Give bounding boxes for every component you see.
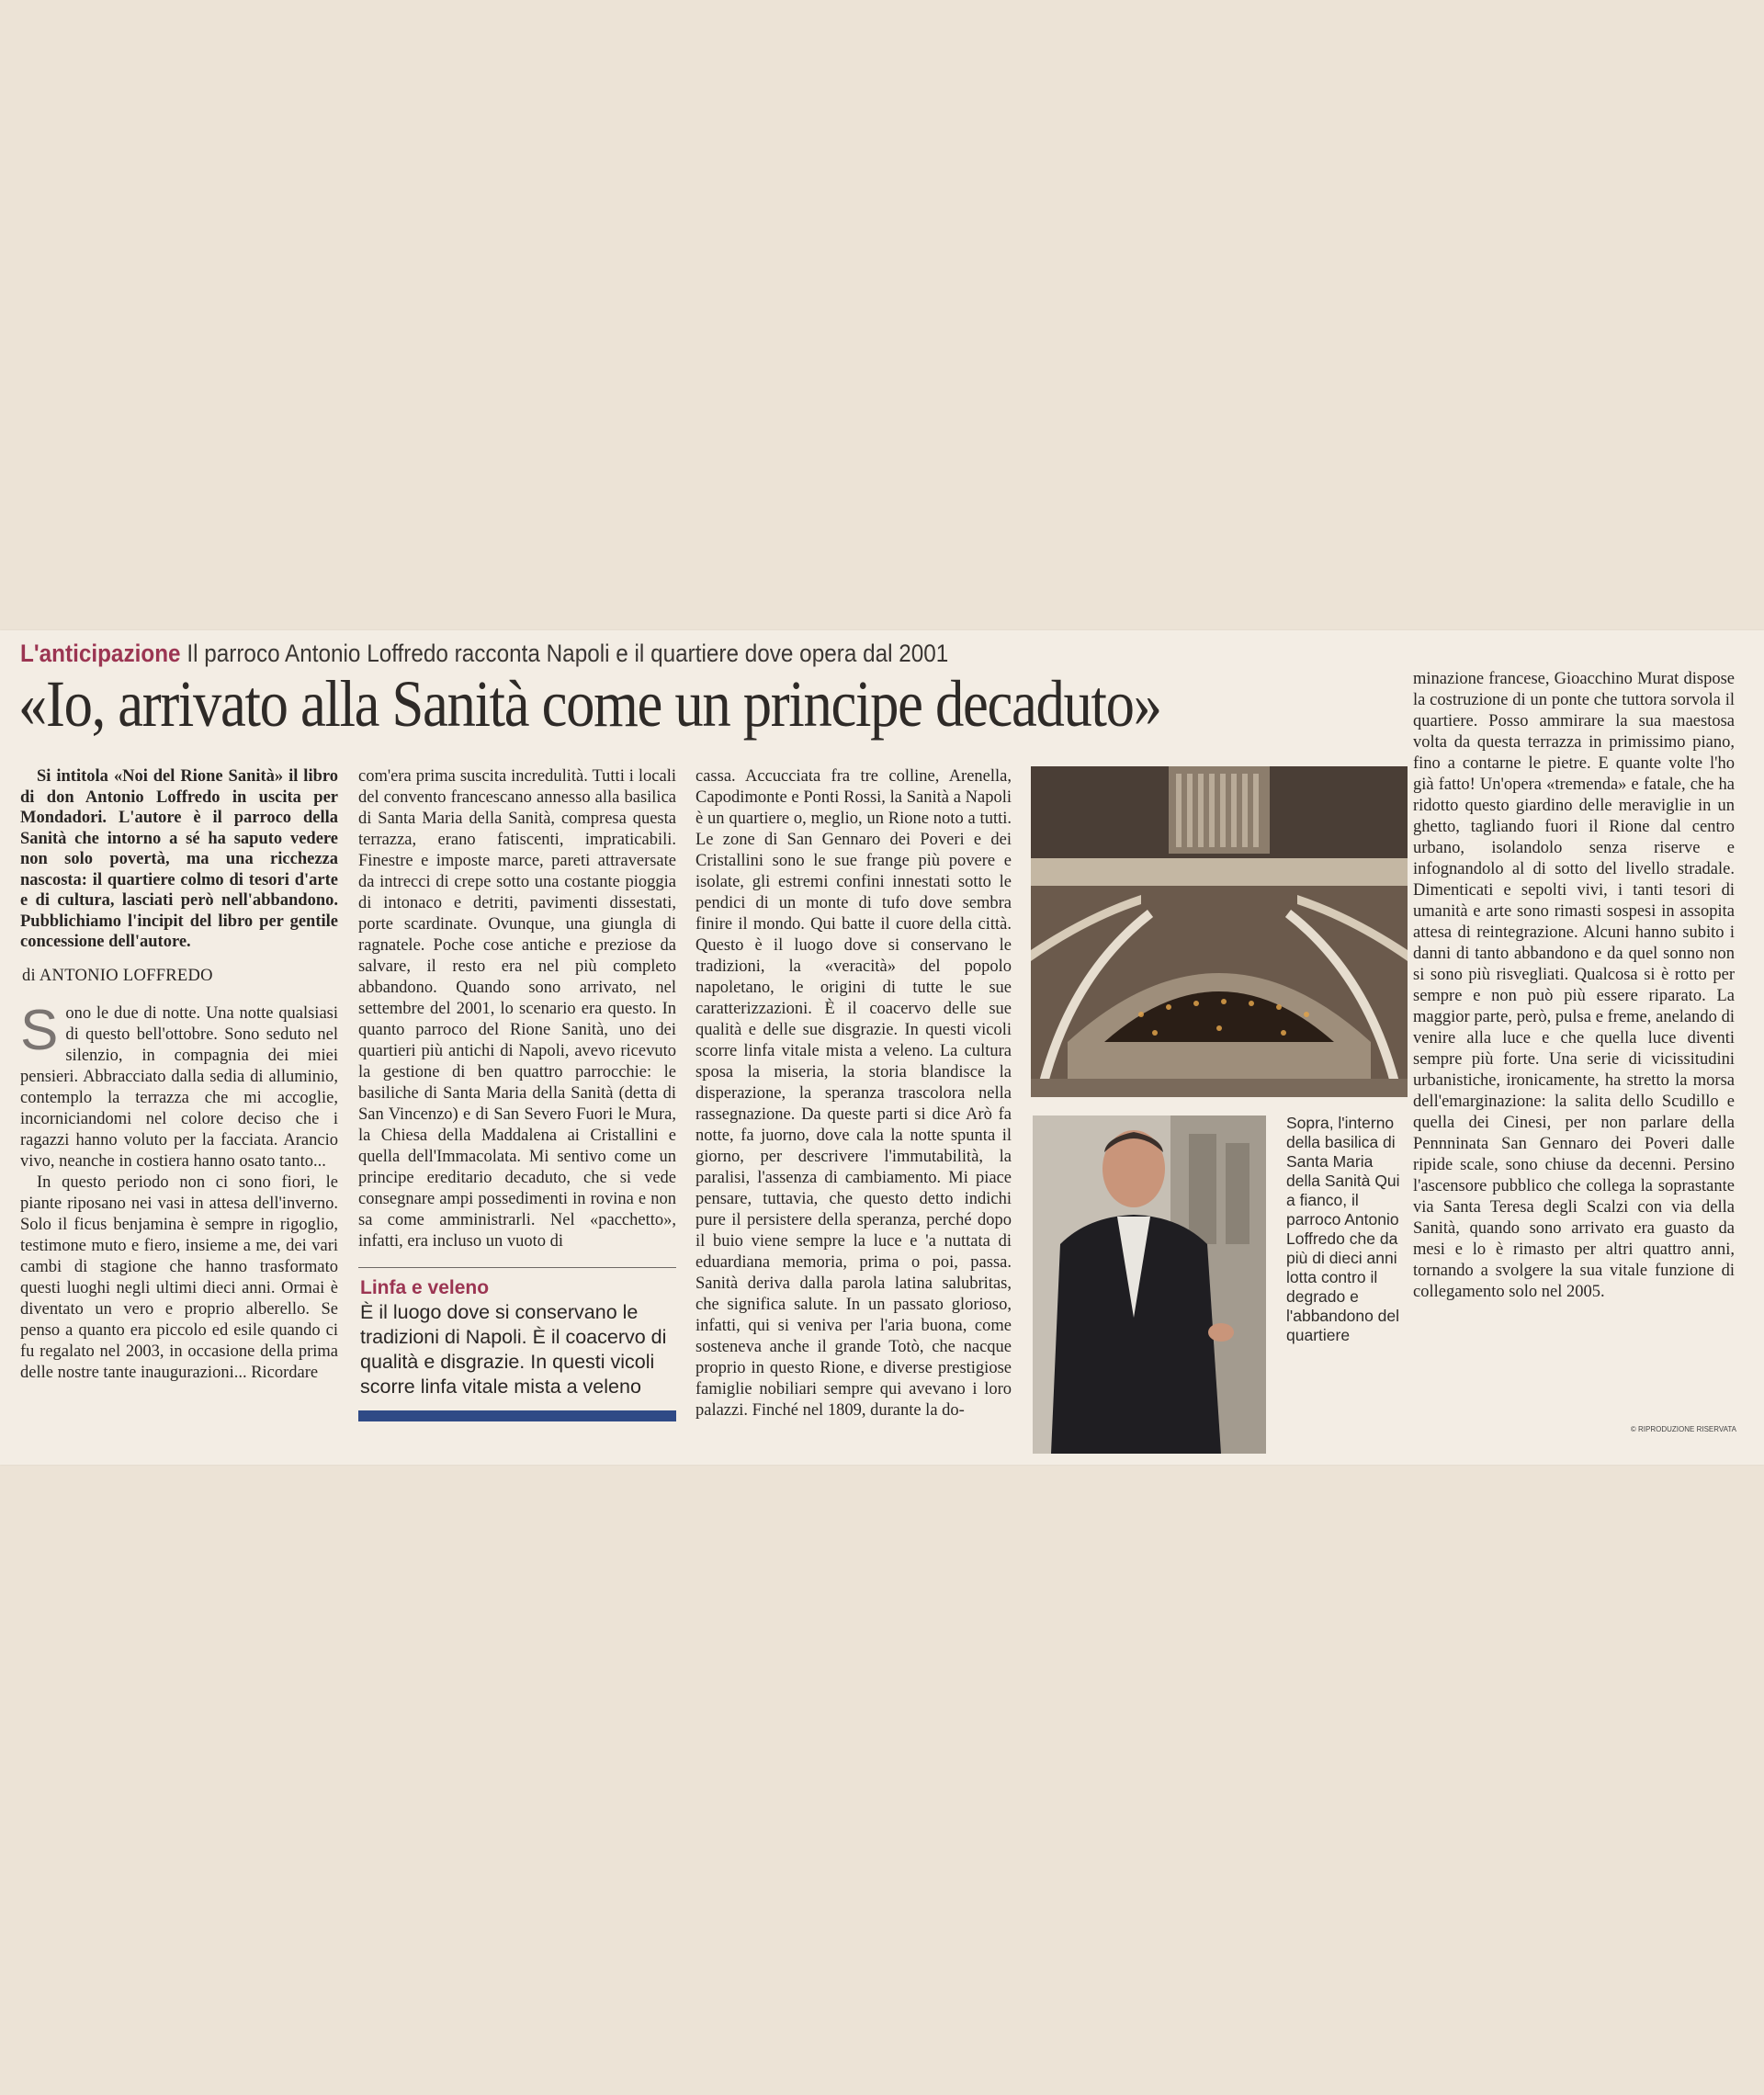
kicker-tag: L'anticipazione bbox=[20, 640, 181, 667]
byline: di ANTONIO LOFFREDO bbox=[22, 966, 213, 985]
column-3 bbox=[695, 766, 1012, 1421]
kicker bbox=[20, 640, 948, 668]
column-1 bbox=[20, 766, 338, 1384]
sidebar-rule bbox=[358, 1267, 676, 1268]
priest-portrait-photo bbox=[1033, 1115, 1266, 1454]
basilica-interior-photo bbox=[1031, 766, 1408, 1097]
article-paragraph: In questo periodo non ci sono fiori, le piante riposano nei vasi in attesa dell'inverno. Solo il ficus benjamina è sempre in rigoglio, testimone muto e fiero, insieme a me, dei vari cambi di stagione che hanno trasformato questi luoghi negli ultimi dieci anni. Ormai è diventato un vero e proprio alberello. Se penso a quanto era piccolo ed esile quando ci fu regalato nel 2003, in occasione della prima delle nostre tante inaugurazioni... Ricordare bbox=[20, 1172, 338, 1382]
paragraph-text: ono le due di notte. Una notte qualsiasi di questo bell'ottobre. Sono seduto nel silenzio, in compagnia dei miei pensieri. Abbracciato dalla sedia di alluminio, contemplo la terrazza che mi accoglie, incorniciandomi nel colore deciso che i ragazzi hanno voluto per la facciata. Arancio vivo, neanche in costiera hanno osato tanto... bbox=[20, 1003, 338, 1171]
basilica-illustration bbox=[1031, 766, 1408, 1097]
sidebar-quote: È il luogo dove si conservano le tradizioni di Napoli. È il coacervo di qualità e disgrazie. In questi vicoli scorre linfa vitale mista a veleno bbox=[360, 1301, 667, 1398]
article-lead: Si intitola «Noi del Rione Sanità» il libro di don Antonio Loffredo in uscita per Mondadori. L'autore è il parroco della Sanità che intorno a sé ha saputo vedere non solo povertà, ma una ricchezza nascosta: il quartiere colmo di tesori d'arte e di cultura, lasciati però nell'abbandono. Pubblichiamo l'incipit del libro per gentile concessione dell'autore. bbox=[20, 767, 338, 951]
article-paragraph bbox=[20, 998, 338, 1172]
article-paragraph: com'era prima suscita incredulità. Tutti i locali del convento francescano annesso alla basilica di Santa Maria della Sanità, compresa questa terrazza, erano fatiscenti, impraticabili. Finestre e imposte marce, pareti attraversate da intrecci di crepe sotto una costante pioggia di intonaco e detriti, pavimenti dissestati, porte scardinate. Ovunque, una giungla di ragnatele. Poche cose antiche e preziose da salvare, il resto era nel più completo abbandono. Quando sono arrivato, nel settembre del 2001, lo scenario era questo. In quanto parroco del Rione Sanità, uno dei quartieri più antichi di Napoli, avevo ricevuto la gestione di ben quattro parrocchie: le basiliche di Santa Maria della Sanità (detta di San Vincenzo) e di San Severo Fuori le Mura, la Chiesa della Maddalena ai Cristallini e quella dell'Immacolata. Mi sentivo come un principe ereditario decaduto, che si vede consegnare ampi possedimenti in rovina e non sa come amministrarli. Nel «pacchetto», infatti, era incluso un vuoto di bbox=[358, 767, 676, 1251]
column-5 bbox=[1413, 669, 1735, 1303]
sidebar-title: Linfa e veleno bbox=[360, 1277, 490, 1298]
priest-illustration bbox=[1033, 1115, 1266, 1454]
article-paragraph: minazione francese, Gioacchino Murat dispose la costruzione di un ponte che tuttora sorvola il quartiere. Posso ammirare la sua maestosa volta da questa terrazza in primissimo piano, fino a contarne le pietre. E quante volte l'ho già fatto! Un'opera «tremenda» e fatale, che ha ridotto questo giardino delle meraviglie in un ghetto, tagliando fuori il Rione dal centro urbano, isolandolo senza riserve e infognandolo al di sotto del livello stradale. Dimenticati e sepolti vivi, i tanti tesori di umanità e arte sono rimasti sospesi in assopita attesa di reintegrazione. Alcuni hanno subito i danni di tanto abbandono e da quel sonno non si sono più risvegliati. Qualcosa si è rotto per sempre e non può più essere riparato. La maggior parte, però, pulsa e freme, anelando di venire alla luce e che quella luce diventi sempre più forte. Una serie di vicissitudini urbanistiche, ironicamente, ha stretto la morsa dell'emarginazione: la salita dello Scudillo e quella dei Cinesi, per non parlare della Pennninata San Gennaro dei Poveri dalle ripide scale, sono chiuse da decenni. Persino l'ascensore pubblico che collega la soprastante via Santa Teresa degli Scalzi con via della Sanità, quando sono arrivato era guasto da mesi e lo è rimasto per altri quattro anni, tornando a svolgere la sua vitale funzione di collegamento solo nel 2005. bbox=[1413, 670, 1735, 1301]
photo-caption: Sopra, l'interno della basilica di Santa Maria della Sanità Qui a fianco, il parroco Antonio Loffredo che da più di dieci anni lotta contro il degrado e l'abbandono del quartiere bbox=[1286, 1114, 1400, 1344]
kicker-text: Il parroco Antonio Loffredo racconta Napoli e il quartiere dove opera dal 2001 bbox=[187, 640, 949, 667]
sidebar-bar bbox=[358, 1410, 676, 1421]
copyright-notice: © RIPRODUZIONE RISERVATA bbox=[1630, 1425, 1736, 1433]
newspaper-clipping bbox=[0, 630, 1764, 1465]
drop-cap: S bbox=[20, 998, 59, 1062]
column-2 bbox=[358, 766, 676, 1421]
article-paragraph: cassa. Accucciata fra tre colline, Arenella, Capodimonte e Ponti Rossi, la Sanità a Napoli è un quartiere o, meglio, un Rione noto a tutti. Le zone di San Gennaro dei Poveri e dei Cristallini sono le sue frange più povere e isolate, gli estremi confini innestati sotto le pendici di un monte di tufo dove sembra finire il mondo. Qui batte il cuore della città. Questo è il luogo dove si conservano le tradizioni, la «veracità» del popolo napoletano, le origini di tutte le sue caratterizzazioni. È il coacervo delle sue qualità e delle sue disgrazie. In questi vicoli scorre linfa vitale mista a veleno. La cultura sposa la miseria, la storia blandisce la disperazione, la speranza trascolora nella rassegnazione. Da queste parti si dice Arò fa notte, fa juorno, dove cala la notte spunta il giorno, per descrivere l'immutabilità, la paralisi, l'assenza di cambiamento. Mi piace pensare, tuttavia, che questo detto indichi pure il persistere della speranza, perché dopo il buio viene sempre la luce e 'a nuttata di eduardiana memoria, prima o poi, passa. Sanità deriva dalla parola latina salubritas, che significa salute. In un passato glorioso, infatti, qui si veniva per l'aria buona, come sosteneva anche il grande Totò, che nacque proprio in questo Rione, e diverse prestigiose famiglie nobiliari sempre qui avevano i loro palazzi. Finché nel 1809, durante la do- bbox=[695, 767, 1012, 1420]
headline: «Io, arrivato alla Sanità come un principe decaduto» bbox=[18, 667, 1161, 741]
